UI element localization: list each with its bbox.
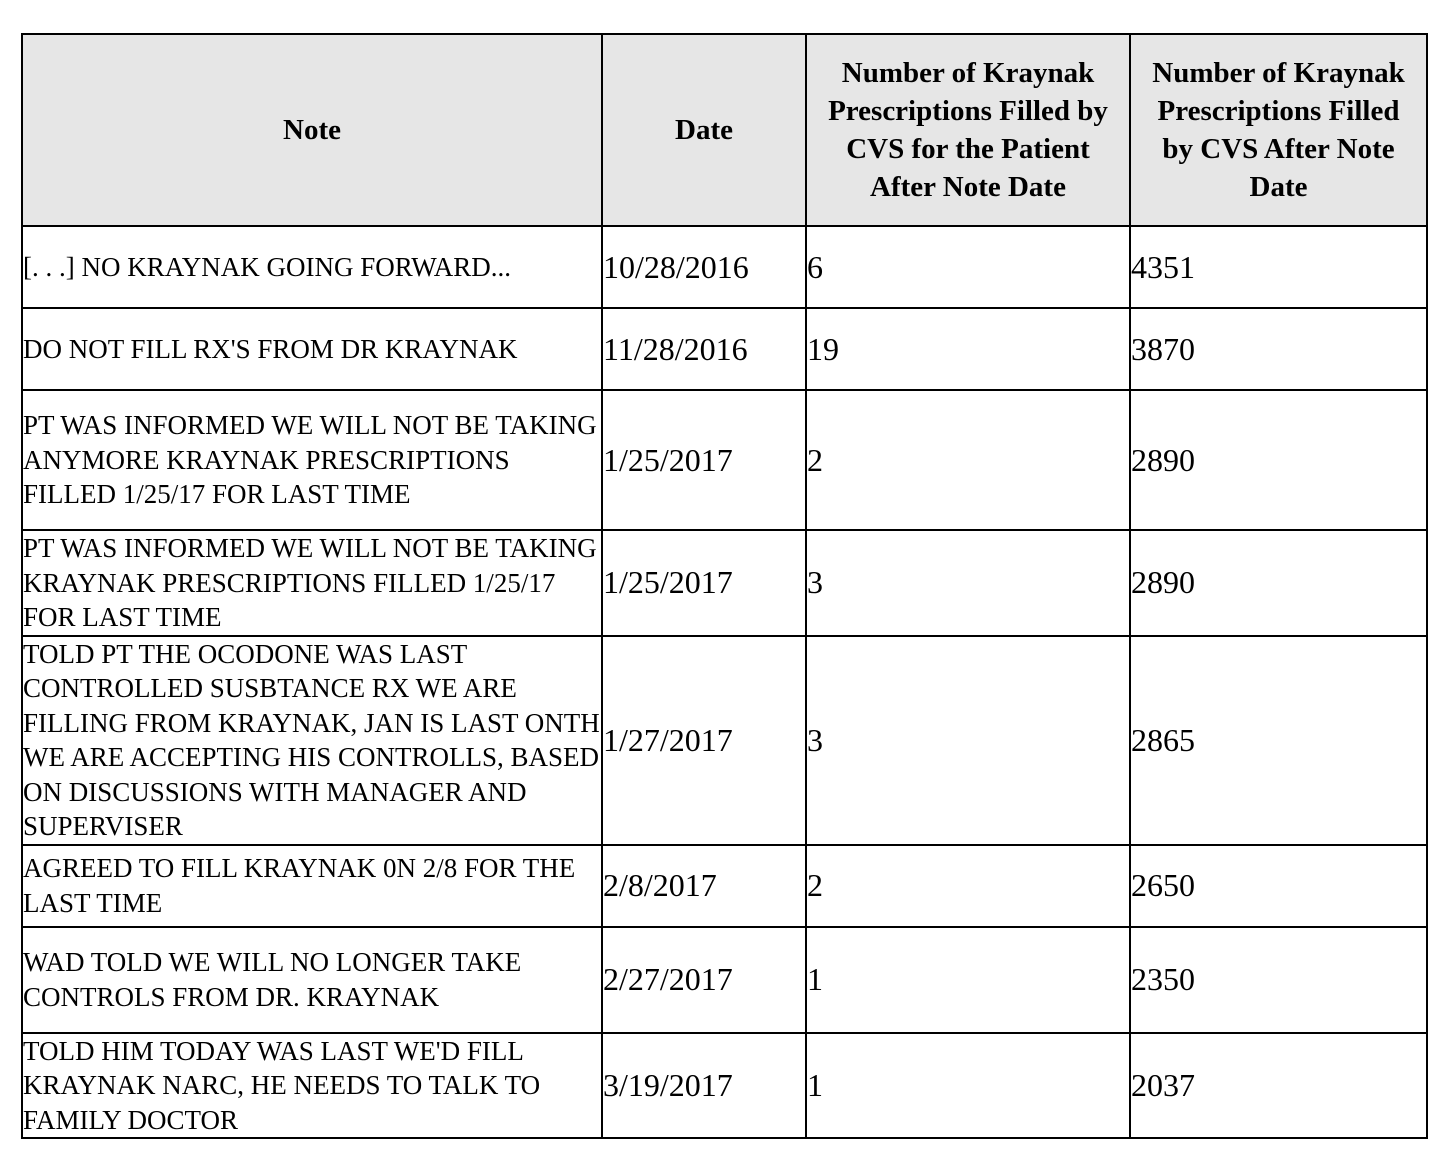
note-cell: AGREED TO FILL KRAYNAK 0N 2/8 FOR THE LAST TIME [22,845,602,927]
total-count-cell: 2037 [1130,1033,1427,1139]
date-cell: 1/25/2017 [602,390,806,530]
table-row [22,927,1427,1033]
patient-count-cell: 1 [806,927,1130,1033]
patient-count-cell: 2 [806,845,1130,927]
patient-count-cell: 3 [806,636,1130,845]
patient-count-cell: 1 [806,1033,1130,1139]
date-cell: 2/8/2017 [602,845,806,927]
note-cell: WAD TOLD WE WILL NO LONGER TAKE CONTROLS FROM DR. KRAYNAK [22,927,602,1033]
total-count-cell: 3870 [1130,308,1427,390]
note-cell: DO NOT FILL RX'S FROM DR KRAYNAK [22,308,602,390]
note-cell: PT WAS INFORMED WE WILL NOT BE TAKING KRAYNAK PRESCRIPTIONS FILLED 1/25/17 FOR LAST TIME [22,530,602,636]
patient-count-cell: 19 [806,308,1130,390]
kraynak-notes-table [21,33,1428,1139]
total-count-cell: 2865 [1130,636,1427,845]
table-row [22,845,1427,927]
header-date: Date [602,34,806,226]
note-cell: TOLD PT THE OCODONE WAS LAST CONTROLLED SUSBTANCE RX WE ARE FILLING FROM KRAYNAK, JAN IS LAST ONTH WE ARE ACCEPTING HIS CONTROLLS, BASED ON DISCUSSIONS WITH MANAGER AND SUPERVISER [22,636,602,845]
header-patient-count: Number of Kraynak Prescriptions Filled by CVS for the Patient After Note Date [806,34,1130,226]
date-cell: 2/27/2017 [602,927,806,1033]
table-row [22,1033,1427,1139]
table-row [22,530,1427,636]
header-row [22,34,1427,226]
table-row [22,226,1427,308]
total-count-cell: 2890 [1130,530,1427,636]
patient-count-cell: 2 [806,390,1130,530]
date-cell: 10/28/2016 [602,226,806,308]
table-row [22,390,1427,530]
total-count-cell: 4351 [1130,226,1427,308]
note-cell: [. . .] NO KRAYNAK GOING FORWARD... [22,226,602,308]
header-note: Note [22,34,602,226]
patient-count-cell: 3 [806,530,1130,636]
date-cell: 1/27/2017 [602,636,806,845]
date-cell: 3/19/2017 [602,1033,806,1139]
table-row [22,308,1427,390]
header-total-count: Number of Kraynak Prescriptions Filled by CVS After Note Date [1130,34,1427,226]
date-cell: 1/25/2017 [602,530,806,636]
note-cell: PT WAS INFORMED WE WILL NOT BE TAKING ANYMORE KRAYNAK PRESCRIPTIONS FILLED 1/25/17 FOR LAST TIME [22,390,602,530]
patient-count-cell: 6 [806,226,1130,308]
date-cell: 11/28/2016 [602,308,806,390]
table-row [22,636,1427,845]
total-count-cell: 2350 [1130,927,1427,1033]
total-count-cell: 2890 [1130,390,1427,530]
note-cell: TOLD HIM TODAY WAS LAST WE'D FILL KRAYNAK NARC, HE NEEDS TO TALK TO FAMILY DOCTOR [22,1033,602,1139]
total-count-cell: 2650 [1130,845,1427,927]
